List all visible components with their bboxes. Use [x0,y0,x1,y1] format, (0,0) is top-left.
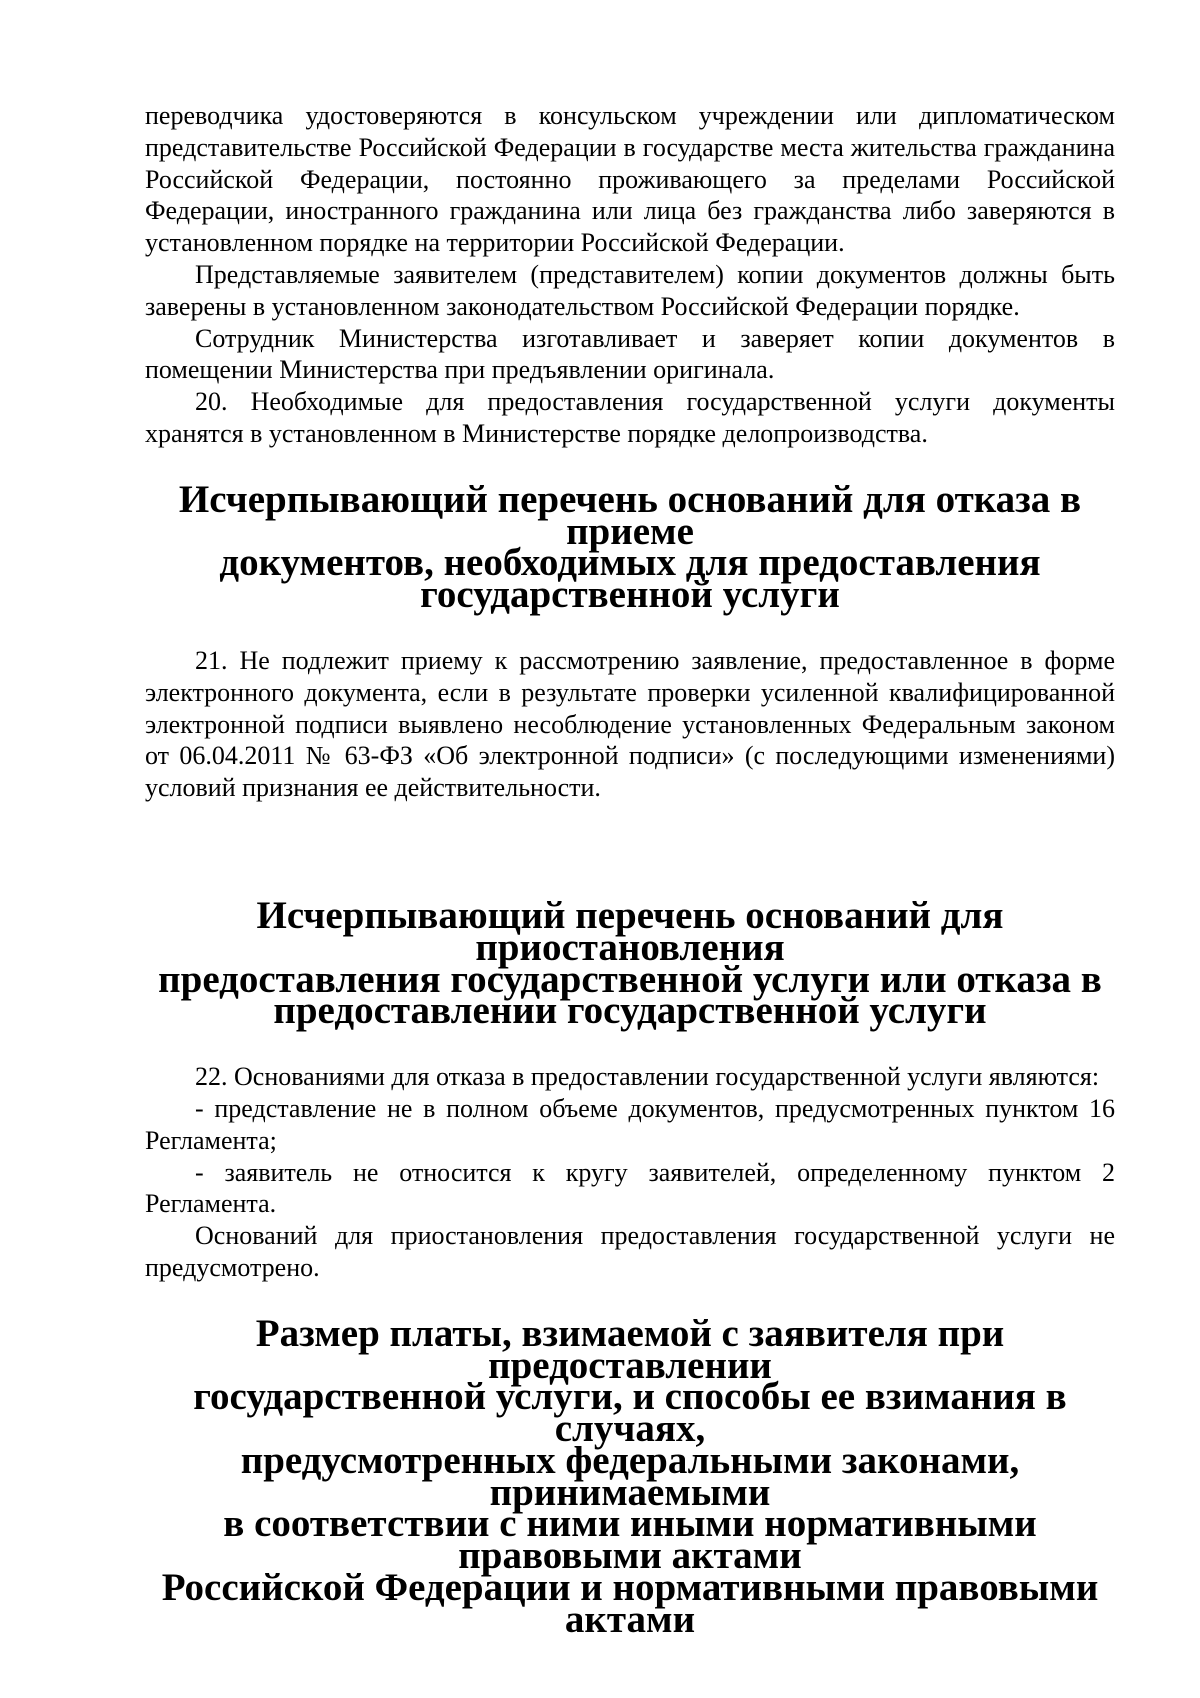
paragraph-22: 22. Основаниями для отказа в предоставлении государственной услуги являются: [195,1062,1100,1092]
document-page [145,100,1115,1641]
heading-line: предоставлении государственной услуги [273,989,987,1033]
list-item-applicant-not-eligible: - заявитель не относится к кругу заявителей, определенному пунктом 2 Регламента. [145,1157,1115,1219]
paragraph-no-suspension: Оснований для приостановления предоставления государственной услуги не предусмотрено. [145,1221,1115,1282]
list-item-incomplete-documents: - представление не в полном объеме документов, предусмотренных пунктом 16 Регламента; [145,1093,1115,1155]
heading-line: Российской Федерации и нормативными правовыми актами [161,1566,1099,1641]
heading-line: государственной услуги [420,573,840,617]
paragraph-21: 21. Не подлежит приему к рассмотрению заявление, предоставленное в форме электронного документа, если в результате проверки усиленной квалифицированной электронной подписи выявлено несоблюдение установленных Федеральным законом от 06.04.2011 № 63-ФЗ «Об электронной подписи» (с последующими изменениями) условий признания ее действительности. [145,645,1115,803]
paragraph-ministry-copies: Сотрудник Министерства изготавливает и заверяет копии документов в помещении Министерства при предъявлении оригинала. [145,323,1115,385]
heading-fee-size [145,1311,1115,1641]
heading-suspension-refusal [145,893,1115,1033]
heading-line: Размер платы, взимаемой с заявителя при предоставлении [255,1311,1005,1387]
paragraph-translator-certification: переводчика удостоверяются в консульском учреждении или дипломатическом представительстве Российской Федерации в государстве места жительства гражданина Российской Федерации, постоянно проживающего за пределами Российской Федерации, иностранного гражданина или лица без гражданства либо заверяются в установленном порядке на территории Российской Федерации. [145,101,1115,258]
paragraph-copies-certified: Представляемые заявителем (представителем) копии документов должны быть заверены в установленном законодательством Российской Федерации порядке. [145,259,1115,321]
heading-refusal-acceptance [145,477,1115,617]
paragraph-20: 20. Необходимые для предоставления государственной услуги документы хранятся в установленном в Министерстве порядке делопроизводства. [145,387,1115,448]
heading-line: предусмотренных федеральными законами, принимаемыми [240,1438,1020,1514]
heading-line: Исчерпывающий перечень оснований для приостановления [256,893,1004,969]
heading-line: в соответствии с ними иными нормативными правовыми актами [223,1502,1037,1578]
heading-line: государственной услуги, и способы ее взимания в случаях, [193,1375,1067,1451]
heading-line: Исчерпывающий перечень оснований для отказа в приеме [178,477,1082,553]
heading-line: документов, необходимых для предоставления [219,541,1041,585]
heading-line: предоставления государственной услуги или отказа в [158,957,1102,1001]
